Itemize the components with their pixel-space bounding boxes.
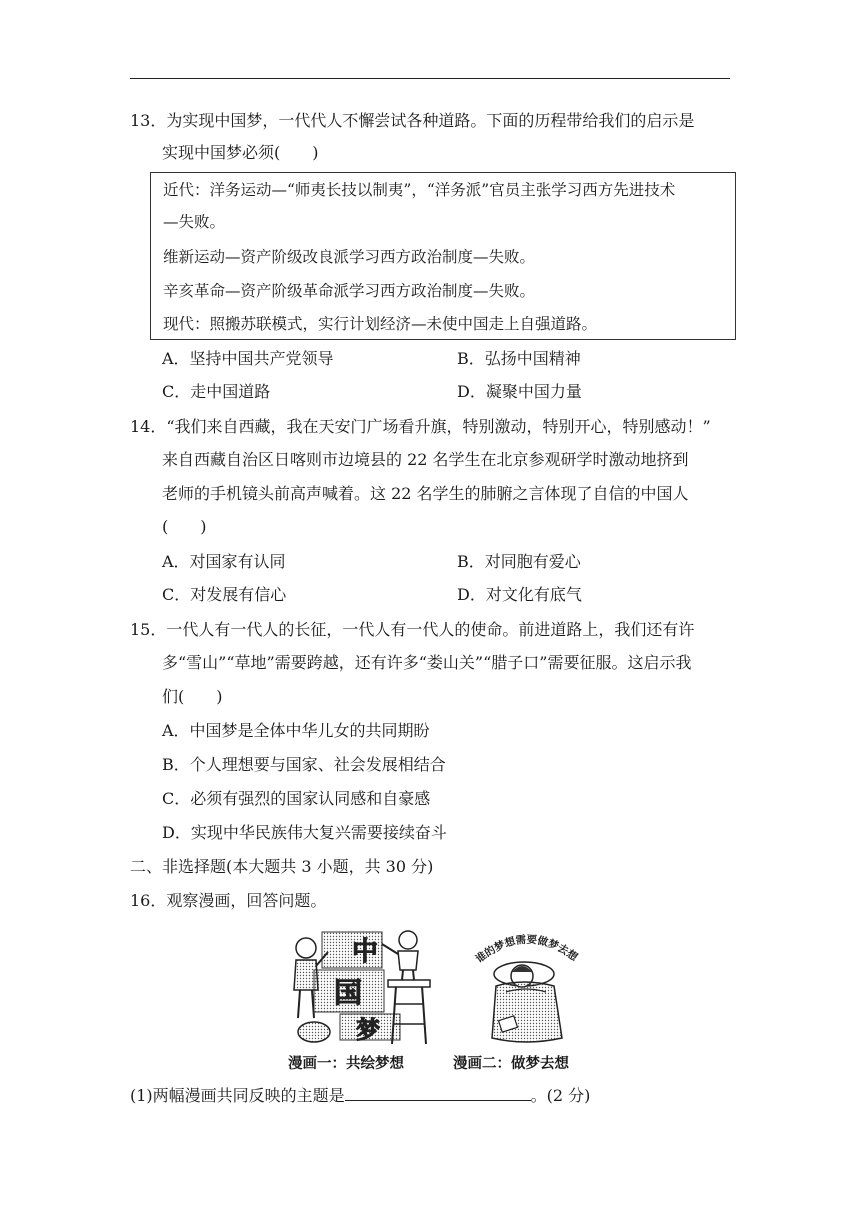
q16-sub1-prefix: (1)两幅漫画共同反映的主题是	[130, 1086, 345, 1105]
q16-stem: 16．观察漫画，回答问题。	[130, 891, 327, 910]
header-rule	[130, 78, 730, 79]
q13-stem-line1: 13．为实现中国梦，一代代人不懈尝试各种道路。下面的历程带给我们的启示是	[130, 111, 695, 130]
q15-stem-line1: 15．一代人有一代人的长征，一代人有一代人的使命。前进道路上，我们还有许	[130, 620, 695, 639]
q15-stem-line2: 多“雪山”“草地”需要跨越，还有许多“娄山关”“腊子口”需要征服。这启示我	[162, 653, 692, 672]
q14-stem-line3: 老师的手机镜头前高声喊着。这 22 名学生的肺腑之言体现了自信的中国人	[162, 484, 689, 503]
answer-blank[interactable]	[345, 1084, 531, 1101]
q16-sub1-suffix: 。(2 分)	[530, 1086, 591, 1105]
q14-stem-line1: 14．“我们来自西藏，我在天安门广场看升旗，特别激动，特别开心，特别感动！”	[130, 417, 711, 436]
cartoon-one-char: 梦	[356, 1016, 380, 1044]
q14-option-b[interactable]: B．对同胞有爱心	[457, 552, 581, 571]
q15-option-b[interactable]: B．个人理想要与国家、社会发展相结合	[162, 755, 446, 774]
q13-option-c[interactable]: C．走中国道路	[162, 382, 271, 401]
q14-stem-line2: 来自西藏自治区日喀则市边境县的 22 名学生在北京参观研学时激动地挤到	[162, 450, 689, 469]
q13-box-line: 现代：照搬苏联模式，实行计划经济—未使中国走上自强道路。	[163, 315, 598, 333]
cartoon-one-char: 国	[334, 976, 363, 1009]
q14-option-c[interactable]: C．对发展有信心	[162, 585, 287, 604]
cartoon-two-arc-text: 谁的梦想需要做梦去想	[473, 933, 580, 966]
q15-stem-line3: 们( )	[162, 687, 223, 706]
q15-option-c[interactable]: C．必须有强烈的国家认同感和自豪感	[162, 789, 431, 808]
cartoon-two-caption: 漫画二：做梦去想	[453, 1056, 569, 1072]
q14-option-a[interactable]: A．对国家有认同	[162, 552, 286, 571]
q13-stem-line2: 实现中国梦必须( )	[162, 143, 319, 162]
q13-history-box	[150, 172, 736, 340]
q16-sub1	[130, 1084, 590, 1107]
q13-box-line: 近代：洋务运动—“师夷长技以制夷”，“洋务派”官员主张学习西方先进技术	[163, 181, 676, 199]
q13-box-line: —失败。	[163, 213, 226, 231]
cartoon-one-illustration	[284, 926, 436, 1048]
q14-option-d[interactable]: D．对文化有底气	[457, 585, 582, 604]
cartoon-one-caption: 漫画一：共绘梦想	[288, 1056, 404, 1072]
q13-option-d[interactable]: D．凝聚中国力量	[457, 382, 582, 401]
cartoon-one-char: 中	[352, 937, 379, 967]
cartoon-two-illustration	[466, 926, 590, 1048]
q13-box-line: 维新运动—资产阶级改良派学习西方政治制度—失败。	[163, 248, 536, 266]
q13-option-a[interactable]: A．坚持中国共产党领导	[162, 349, 334, 368]
q13-option-b[interactable]: B．弘扬中国精神	[457, 349, 581, 368]
q15-option-d[interactable]: D．实现中华民族伟大复兴需要接续奋斗	[162, 823, 447, 842]
q13-box-line: 辛亥革命—资产阶级革命派学习西方政治制度—失败。	[163, 282, 536, 300]
section-heading: 二、非选择题(本大题共 3 小题，共 30 分)	[130, 857, 434, 876]
q15-option-a[interactable]: A．中国梦是全体中华儿女的共同期盼	[162, 721, 430, 740]
q14-stem-line4: ( )	[162, 517, 207, 536]
svg-text:谁的梦想需要做梦去想	[473, 933, 581, 966]
